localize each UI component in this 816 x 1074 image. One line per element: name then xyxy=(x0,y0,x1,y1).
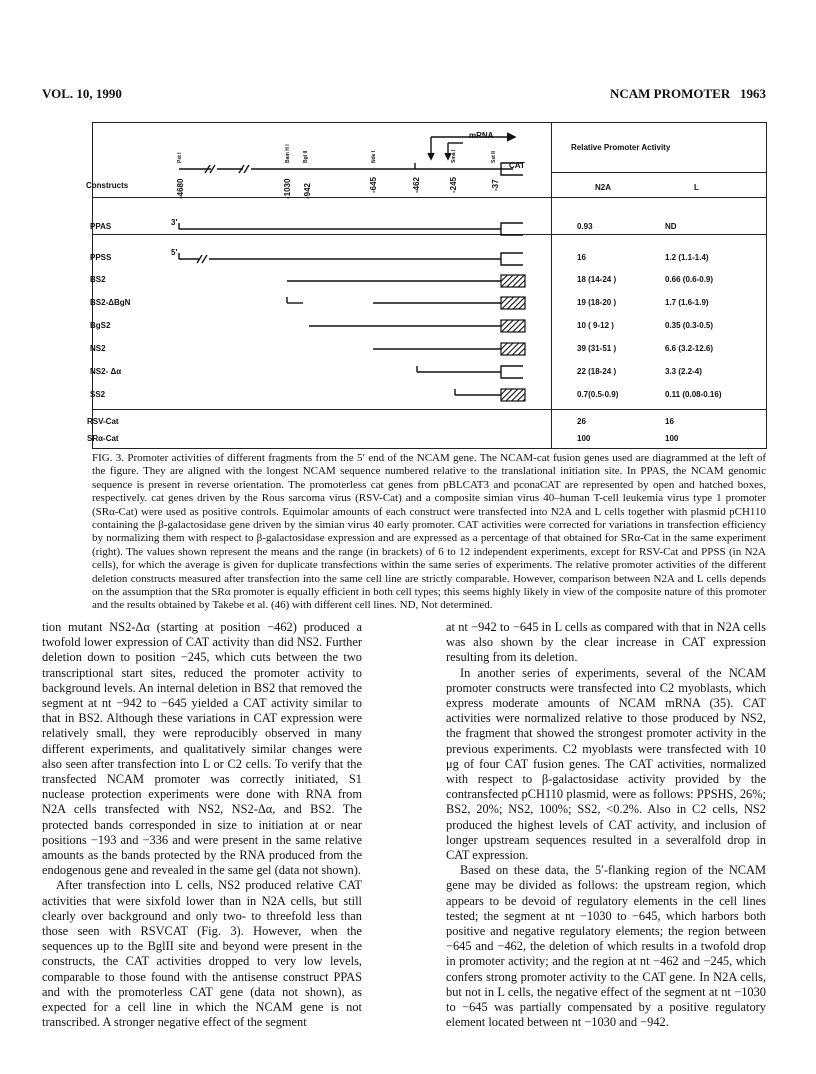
n2a-value: 19 (18-20 ) xyxy=(577,298,617,307)
cat-label: CAT xyxy=(509,161,525,170)
position-label: -1030 xyxy=(283,178,292,199)
running-title: NCAM PROMOTER xyxy=(610,86,731,101)
l-value: 0.11 (0.08-0.16) xyxy=(665,390,722,399)
position-label: -4680 xyxy=(176,178,185,199)
paragraph: at nt −942 to −645 in L cells as compared with that in N2A cells was also shown by the clear increase in CAT expression resulting from its deletion. xyxy=(446,620,766,665)
l-header: L xyxy=(694,183,699,192)
n2a-value: 18 (14-24 ) xyxy=(577,275,617,284)
paragraph: tion mutant NS2-Δα (starting at position −462) produced a twofold lower expression of CAT activity than did NS2. Further deletion down to position −245, which cuts between the two transcriptional start sites, reduced the promoter activity to background levels. An internal deletion in BS2 that removed the segment at nt −942 to −645 yielded a CAT activity similar to that in BS2. Although these variations in CAT expression were relatively small, they were reproducibly observed in many different experiments, and qualitatively similar changes were also seen after transfection into L or C2 cells. To verify that the transfected NCAM promoter was correctly initiated, S1 nuclease protection experiments were done with RNA from N2A cells transfected with NS2, NS2-Δα, and BS2. The protected bands corresponded in size to initiation at or near positions −193 and −336 and were present in the same relative amounts as the bands protected by the RNA produced from the endogenous gene and revealed in the same gel (data not shown). xyxy=(42,620,362,878)
construct-name: BS2-ΔBgN xyxy=(90,298,131,307)
site-sst-ii: Sst II xyxy=(491,151,497,163)
position-label: -462 xyxy=(412,176,421,193)
position-label: -645 xyxy=(369,176,378,193)
site-bamhi: Bam H I xyxy=(285,144,291,163)
activity-header: Relative Promoter Activity xyxy=(571,143,671,152)
n2a-value: 0.7(0.5-0.9) xyxy=(577,390,619,399)
construct-name: PPAS xyxy=(90,222,112,231)
l-value: 16 xyxy=(665,417,674,426)
left-column xyxy=(42,620,362,1030)
l-value: 100 xyxy=(665,434,679,443)
construct-name: RSV-Cat xyxy=(87,417,119,426)
site-bglii: Bgl II xyxy=(303,150,309,163)
figure-3-table xyxy=(86,122,767,449)
construct-name: BgS2 xyxy=(90,321,111,330)
n2a-value: 16 xyxy=(577,253,586,262)
l-value: 6.6 (3.2-12.6) xyxy=(665,344,714,353)
construct-name: SS2 xyxy=(90,390,106,399)
l-value: 0.66 (0.6-0.9) xyxy=(665,275,714,284)
l-value: 0.35 (0.3-0.5) xyxy=(665,321,714,330)
n2a-value: 39 (31-51 ) xyxy=(577,344,617,353)
l-value: ND xyxy=(665,222,677,231)
l-value: 3.3 (2.2-4) xyxy=(665,367,702,376)
n2a-header: N2A xyxy=(595,183,612,192)
n2a-value: 10 ( 9-12 ) xyxy=(577,321,614,330)
journal-volume: VOL. 10, 1990 xyxy=(42,86,122,101)
n2a-value: 26 xyxy=(577,417,586,426)
orientation-5prime: 5' xyxy=(171,248,178,257)
construct-name: PPSS xyxy=(90,253,112,262)
page-number: 1963 xyxy=(740,86,766,101)
position-label: -37 xyxy=(491,179,500,191)
right-column xyxy=(446,620,766,1030)
construct-name: BS2 xyxy=(90,275,106,284)
figure-caption: FIG. 3. Promoter activities of different fragments from the 5′ end of the NCAM gene. The NCAM-cat fusion genes used are diagrammed at the left of the figure. They are aligned with the longest NCAM sequence numbered relative to the translational initiation site. In PPAS, the NCAM genomic sequence is present in reverse orientation. The promoterless cat genes from pBLCAT3 and pconaCAT are represented by open and hatched boxes, respectively. cat genes driven by the Rous sarcoma virus (RSV-Cat) and a composite simian virus 40–human T-cell leukemia virus type 1 promoter (SRα-Cat) were used as positive controls. Equimolar amounts of each construct were transfected into N2A and L cells together with plasmid pCH110 containing the β-galactosidase gene driven by the simian virus 40 early promoter. CAT activities were corrected for variations in transfection efficiency by normalizing them with respect to β-galactosidase expression and are expressed as a percentage of that obtained for SRα-Cat in the same experiment (right). The values shown represent the means and the range (in brackets) of 6 to 12 independent experiments, except for RSV-Cat and PPSS (in N2A cells), for which the average is given for duplicate transfections within the same series of experiments. The relative promoter activities of the different deletion constructs measured after transfection into the same cell line are strictly comparable. However, comparison between N2A and L cells depends on the assumption that the SRα promoter is equally efficient in both cell types; this seems highly likely in view of the composite nature of this promoter and the results obtained by Takebe et al. (46) with different cell lines. ND, Not determined. xyxy=(92,452,766,612)
paragraph: In another series of experiments, several of the NCAM promoter constructs were transfected into C2 myoblasts, which express moderate amounts of NCAM mRNA (35). CAT activities were normalized relative to those produced by NS2, the fragment that showed the strongest promoter activity in the previous experiments. C2 myoblasts were transfected with 10 μg of four CAT fusion genes. The CAT activities, normalized with respect to β-galactosidase activity provided by the contransfected pCH110 plasmid, were as follows: PPSHS, 26%; BS2, 20%; NS2, 100%; SS2, <0.2%. Also in C2 cells, NS2 produced the highest levels of CAT activity, and inclusion of longer upstream sequences resulted in a severalfold drop in CAT expression. xyxy=(446,665,766,863)
site-nde-i: Nde I xyxy=(371,150,377,163)
l-value: 1.7 (1.6-1.9) xyxy=(665,298,709,307)
paragraph: Based on these data, the 5′-flanking region of the NCAM gene may be divided as follows: the upstream region, which appears to be devoid of regulatory elements in the cell lines tested; the segment at nt −1030 to −645, which harbors both positive and negative regulatory elements; the region between −645 and −462, the deletion of which results in a twofold drop in promoter activity; and the region at nt −462 and −245, which confers strong promoter activity to the CAT gene. In N2A cells, but not in L cells, the negative effect of the segment at nt −1030 to −645 was partially compensated by a positive regulatory element located between nt −1030 and −942. xyxy=(446,863,766,1030)
site-pst-i: Pst I xyxy=(177,152,183,163)
paragraph: After transfection into L cells, NS2 produced relative CAT activities that were sixfold lower than in N2A cells, but still clearly over background and only two- to threefold less than those seen with RSVCAT (Fig. 3). However, when the sequences up to the BglII site and beyond were present in the constructs, the CAT activities dropped to very low levels, comparable to those found with the antisense construct PPAS and with the promoterless CAT gene (data not shown), as expected for a cell line in which the NCAM gene is not transcribed. A stronger negative effect of the segment xyxy=(42,878,362,1030)
mrna-label: mRNA xyxy=(469,131,494,140)
construct-name: SRα-Cat xyxy=(87,434,119,443)
construct-name: NS2- Δα xyxy=(90,367,122,376)
position-label: -245 xyxy=(449,176,458,193)
construct-diagrams xyxy=(93,123,551,448)
n2a-value: 22 (18-24 ) xyxy=(577,367,617,376)
construct-name: NS2 xyxy=(90,344,106,353)
l-value: 1.2 (1.1-1.4) xyxy=(665,253,709,262)
site-sma-i: Sma I xyxy=(451,149,457,163)
header-divider-right xyxy=(551,172,766,173)
n2a-value: 0.93 xyxy=(577,222,593,231)
n2a-value: 100 xyxy=(577,434,591,443)
position-label: -942 xyxy=(303,182,312,199)
constructs-header: Constructs xyxy=(86,181,129,190)
orientation-3prime: 3' xyxy=(171,218,178,227)
